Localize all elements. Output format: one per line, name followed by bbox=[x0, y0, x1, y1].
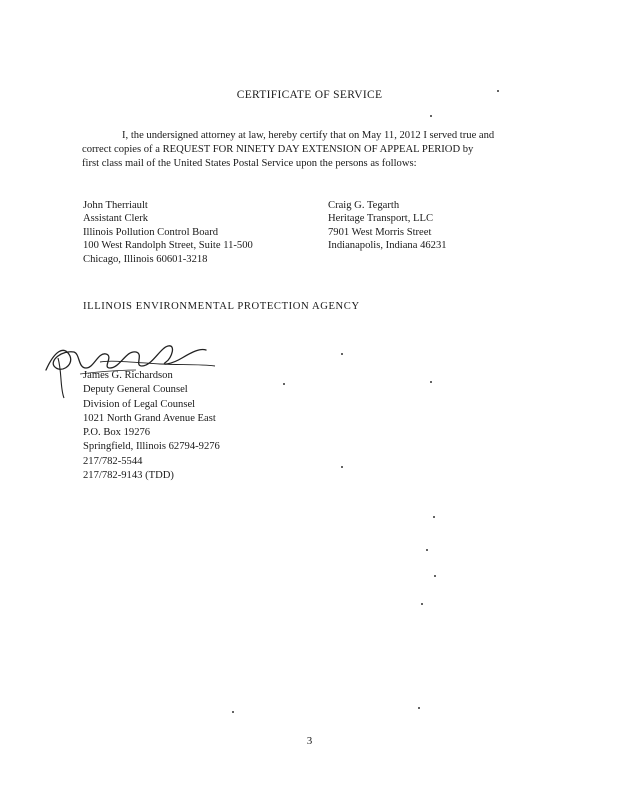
signer-line: James G. Richardson bbox=[83, 370, 173, 381]
recipient-right-line: Heritage Transport, LLC bbox=[328, 213, 434, 225]
certification-line-3: first class mail of the United States Postal Service upon the persons as follows: bbox=[82, 158, 417, 170]
scan-speck bbox=[497, 90, 499, 92]
document-title: CERTIFICATE OF SERVICE bbox=[236, 89, 383, 101]
recipient-left-line: 100 West Randolph Street, Suite 11-500 bbox=[83, 240, 253, 252]
recipient-right-line: 7901 West Morris Street bbox=[328, 226, 432, 238]
certification-paragraph bbox=[82, 129, 552, 172]
scan-speck bbox=[426, 549, 428, 551]
signer-line: 217/782-9143 (TDD) bbox=[83, 470, 174, 482]
recipient-left-line: Chicago, Illinois 60601-3218 bbox=[83, 253, 208, 265]
recipient-left-line: Assistant Clerk bbox=[83, 213, 149, 225]
scan-speck bbox=[430, 381, 432, 383]
recipient-right-line: Indianapolis, Indiana 46231 bbox=[328, 240, 447, 252]
page-number: 3 bbox=[306, 735, 313, 747]
certification-line-2: correct copies of a REQUEST FOR NINETY DAY EXTENSION OF APPEAL PERIOD by bbox=[82, 144, 474, 156]
signer-line: 217/782-5544 bbox=[83, 455, 143, 467]
recipient-right-line: Craig G. Tegarth bbox=[328, 200, 400, 211]
agency-name: ILLINOIS ENVIRONMENTAL PROTECTION AGENCY bbox=[83, 301, 360, 312]
signer-line: Springfield, Illinois 62794-9276 bbox=[83, 441, 220, 453]
signer-line: 1021 North Grand Avenue East bbox=[83, 412, 216, 424]
recipient-address-right bbox=[328, 199, 447, 253]
scan-speck bbox=[341, 466, 343, 468]
recipient-left-line: Illinois Pollution Control Board bbox=[83, 226, 219, 238]
scan-speck bbox=[418, 707, 420, 709]
scan-speck bbox=[430, 115, 432, 117]
recipient-left-line: John Therriault bbox=[83, 200, 148, 211]
signer-line: P.O. Box 19276 bbox=[83, 427, 151, 439]
scan-speck bbox=[341, 353, 343, 355]
scan-speck bbox=[434, 575, 436, 577]
scan-speck bbox=[421, 603, 423, 605]
scan-speck bbox=[433, 516, 435, 518]
signer-block bbox=[83, 369, 220, 483]
signer-line: Division of Legal Counsel bbox=[83, 398, 196, 410]
scan-speck bbox=[232, 711, 234, 713]
scan-speck bbox=[283, 383, 285, 385]
recipient-address-left bbox=[83, 199, 253, 266]
certification-line-1: I, the undersigned attorney at law, hereby certify that on May 11, 2012 I served true and bbox=[122, 130, 495, 141]
signer-line: Deputy General Counsel bbox=[83, 384, 188, 396]
